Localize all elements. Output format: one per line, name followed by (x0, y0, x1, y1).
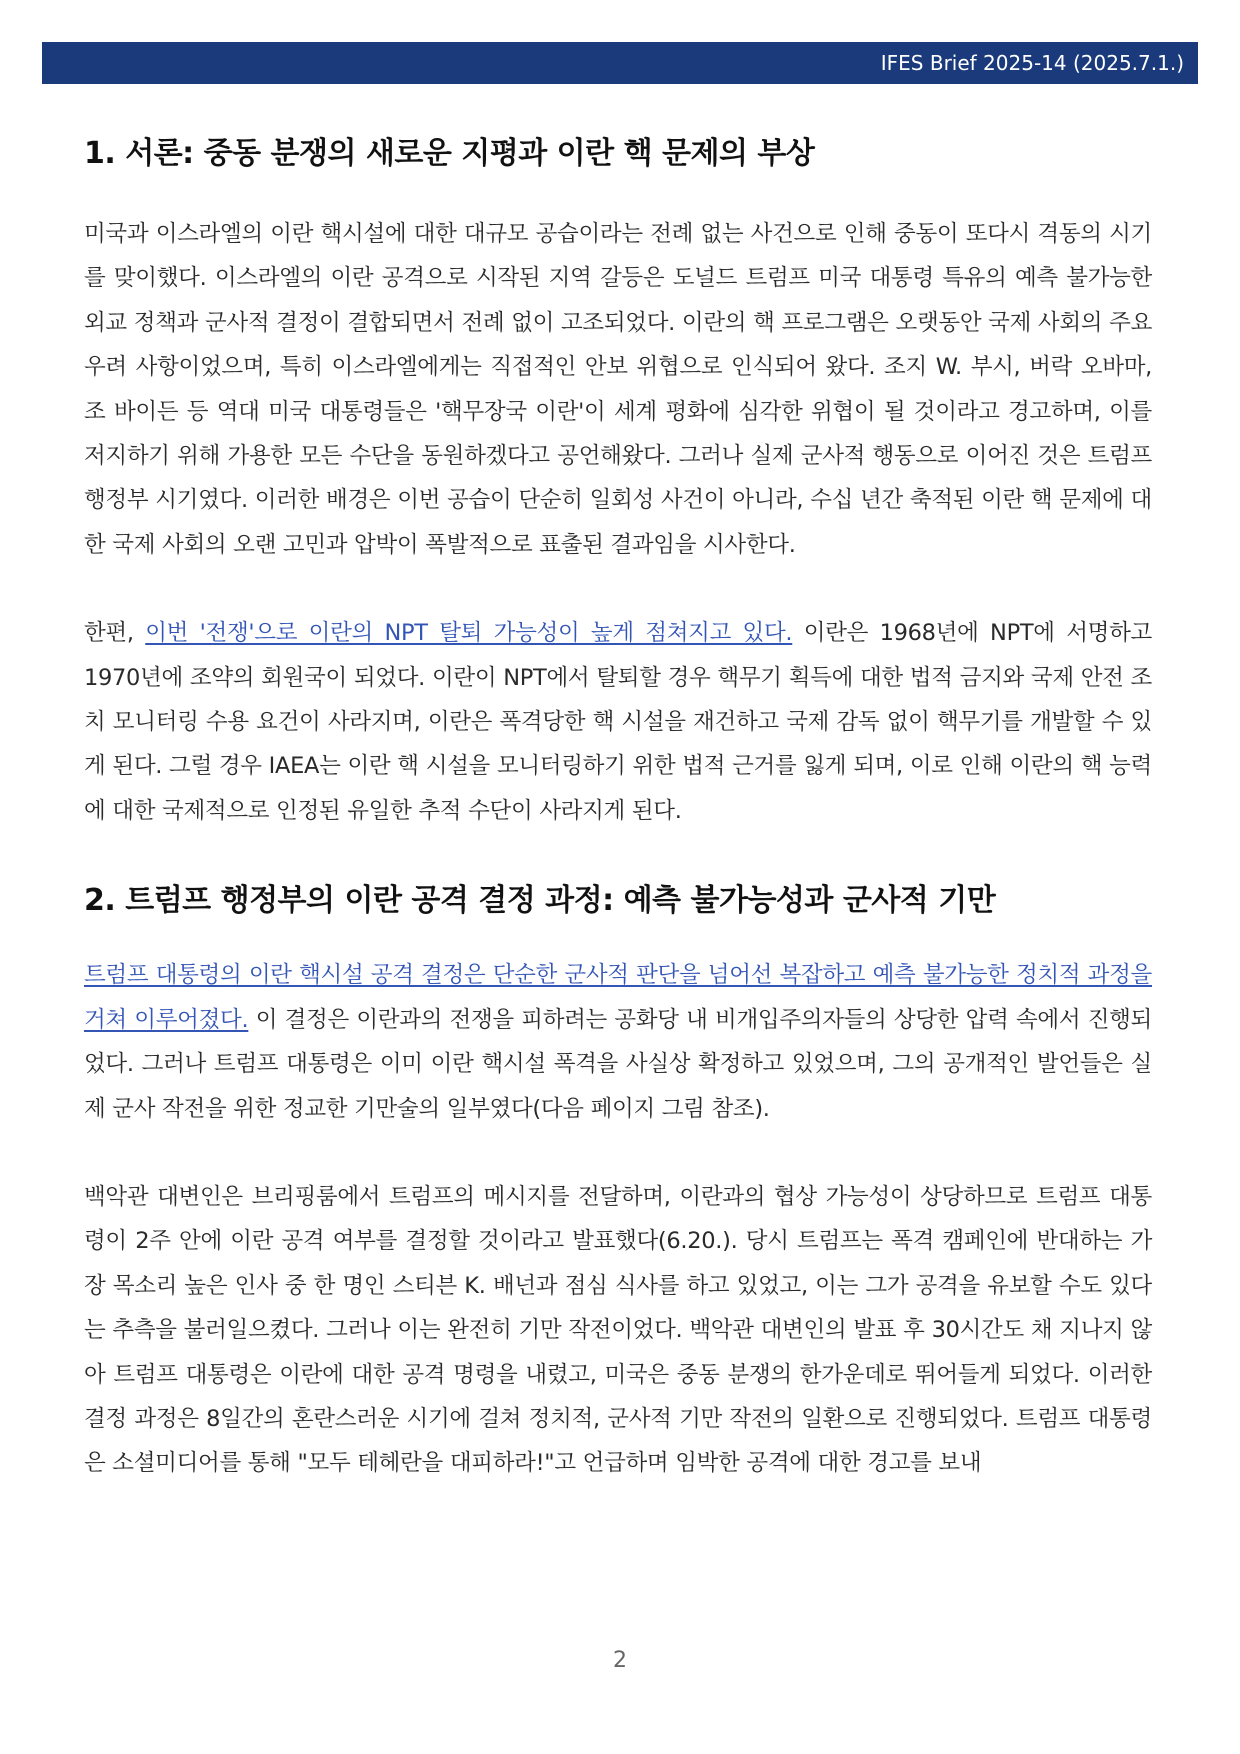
reference-link[interactable]: 트럼프 대통령의 이란 핵시설 공격 결정은 단순한 군사적 판단을 넘어선 복잡하고 예측 불가능한 정치적 과정을 거쳐 이루어졌다. (84, 962, 1152, 1033)
section-title: 2. 트럼프 행정부의 이란 공격 결정 과정: 예측 불가능성과 군사적 기만 (84, 883, 996, 919)
paragraph: 백악관 대변인은 브리핑룸에서 트럼프의 메시지를 전달하며, 이란과의 협상 가능성이 상당하므로 트럼프 대통령이 2주 안에 이란 공격 여부를 결정할 것이라고 발표했다(6.20.). 당시 트럼프는 폭격 캠페인에 반대하는 가장 목소리 높은 인사 중 한 명인 스티븐 K. 배넌과 점심 식사를 하고 있었고, 이는 그가 공격을 유보할 수도 있다는 추측을 불러일으켰다. 그러나 이는 완전히 기만 작전이었다. 백악관 대변인의 발표 후 30시간도 채 지나지 않아 트럼프 대통령은 이란에 대한 공격 명령을 내렸고, 미국은 중동 분쟁의 한가운데로 뛰어들게 되었다. 이러한 결정 과정은 8일간의 혼란스러운 시기에 걸쳐 정치적, 군사적 기만 작전의 일환으로 진행되었다. 트럼프 대통령은 소셜미디어를 통해 "모두 테헤란을 대피하라!"고 언급하며 임박한 공격에 대한 경고를 보내 (84, 1183, 1152, 1477)
page-content (84, 130, 1152, 1486)
page-number: 2 (613, 1648, 627, 1673)
paragraph: 미국과 이스라엘의 이란 핵시설에 대한 대규모 공습이라는 전례 없는 사건으로 인해 중동이 또다시 격동의 시기를 맞이했다. 이스라엘의 이란 공격으로 시작된 지역 갈등은 도널드 트럼프 미국 대통령 특유의 예측 불가능한 외교 정책과 군사적 결정이 결합되면서 전례 없이 고조되었다. 이란의 핵 프로그램은 오랫동안 국제 사회의 주요 우려 사항이었으며, 특히 이스라엘에게는 직접적인 안보 위협으로 인식되어 왔다. 조지 W. 부시, 버락 오바마, 조 바이든 등 역대 미국 대통령들은 '핵무장국 이란'이 세계 평화에 심각한 위협이 될 것이라고 경고하며, 이를 저지하기 위해 가용한 모든 수단을 동원하겠다고 공언해왔다. 그러나 실제 군사적 행동으로 이어진 것은 트럼프 행정부 시기였다. 이러한 배경은 이번 공습이 단순히 일회성 사건이 아니라, 수십 년간 축적된 이란 핵 문제에 대한 국제 사회의 오랜 고민과 압박이 폭발적으로 표출된 결과임을 시사한다. (84, 221, 1152, 558)
paragraph (84, 611, 1152, 833)
reference-link[interactable]: 이번 '전쟁'으로 이란의 NPT 탈퇴 가능성이 높게 점쳐지고 있다. (145, 620, 793, 647)
section-intro (84, 130, 1152, 833)
brief-label: IFES Brief 2025-14 (2025.7.1.) (880, 51, 1184, 75)
section-decision-process (84, 877, 1152, 1485)
section-title: 1. 서론: 중동 분쟁의 새로운 지평과 이란 핵 문제의 부상 (84, 136, 815, 171)
brief-header-bar (42, 42, 1198, 84)
paragraph-text: 이 결정은 이란과의 전쟁을 피하려는 공화당 내 비개입주의자들의 상당한 압력 속에서 진행되었다. 그러나 트럼프 대통령은 이미 이란 핵시설 폭격을 사실상 확정하고 있었으며, 그의 공개적인 발언들은 실제 군사 작전을 위한 정교한 기만술의 일부였다(다음 페이지 그림 참조). (84, 1006, 1152, 1122)
paragraph-text: 이란은 1968년에 NPT에 서명하고 1970년에 조약의 회원국이 되었다. 이란이 NPT에서 탈퇴할 경우 핵무기 획득에 대한 법적 금지와 국제 안전 조치 모니터링 수용 요건이 사라지며, 이란은 폭격당한 핵 시설을 재건하고 국제 감독 없이 핵무기를 개발할 수 있게 된다. 그럴 경우 IAEA는 이란 핵 시설을 모니터링하기 위한 법적 근거를 잃게 되며, 이로 인해 이란의 핵 능력에 대한 국제적으로 인정된 유일한 추적 수단이 사라지게 된다. (84, 620, 1152, 824)
paragraph (84, 953, 1152, 1131)
paragraph-text: 한편, (84, 620, 146, 647)
